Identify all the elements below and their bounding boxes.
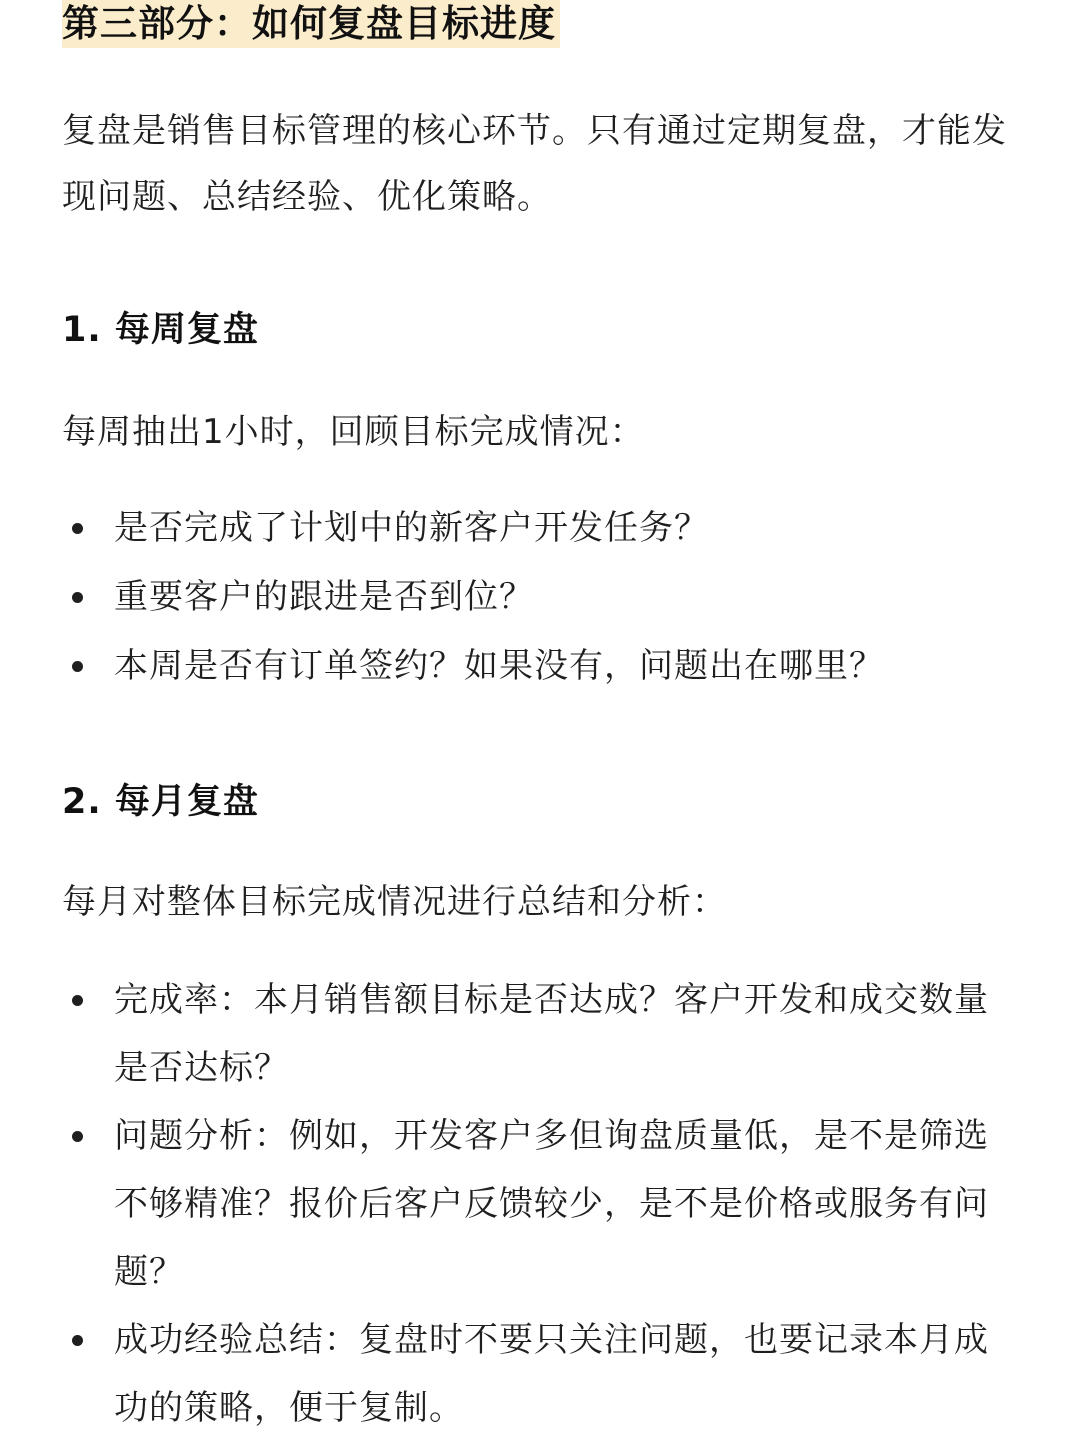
bullet-dot-icon [72,1335,83,1346]
list-item-text: 成功经验总结：复盘时不要只关注问题，也要记录本月成功的策略，便于复制。 [114,1320,989,1428]
bullet-dot-icon [72,523,83,534]
section-title: 第三部分：如何复盘目标进度 [62,0,560,48]
section-heading-wrap [62,0,560,48]
list-item [62,1306,1012,1442]
list-item-text: 重要客户的跟进是否到位？ [114,577,534,617]
bullet-dot-icon [72,592,83,603]
monthly-review-lead: 每月对整体目标完成情况进行总结和分析： [62,882,727,922]
list-item-text: 是否完成了计划中的新客户开发任务？ [114,508,709,548]
list-item-text: 完成率：本月销售额目标是否达成？客户开发和成交数量是否达标？ [114,980,989,1088]
list-item [62,642,1012,690]
list-item-text: 本周是否有订单签约？如果没有，问题出在哪里？ [114,646,884,686]
bullet-dot-icon [72,1131,83,1142]
bullet-dot-icon [72,661,83,672]
monthly-review-heading: 2. 每月复盘 [62,782,259,822]
list-item-text: 问题分析：例如，开发客户多但询盘质量低，是不是筛选不够精准？报价后客户反馈较少，是不是价格或服务有问题？ [114,1116,989,1292]
weekly-review-lead: 每周抽出1小时，回顾目标完成情况： [62,412,645,452]
list-item [62,573,1012,621]
list-item [62,966,1012,1102]
list-item [62,1102,1012,1306]
bullet-dot-icon [72,995,83,1006]
monthly-review-list [62,966,1012,1442]
list-item [62,504,1012,552]
weekly-review-heading: 1. 每周复盘 [62,310,259,350]
weekly-review-list [62,504,1012,711]
intro-paragraph: 复盘是销售目标管理的核心环节。只有通过定期复盘，才能发现问题、总结经验、优化策略。 [62,111,1007,217]
